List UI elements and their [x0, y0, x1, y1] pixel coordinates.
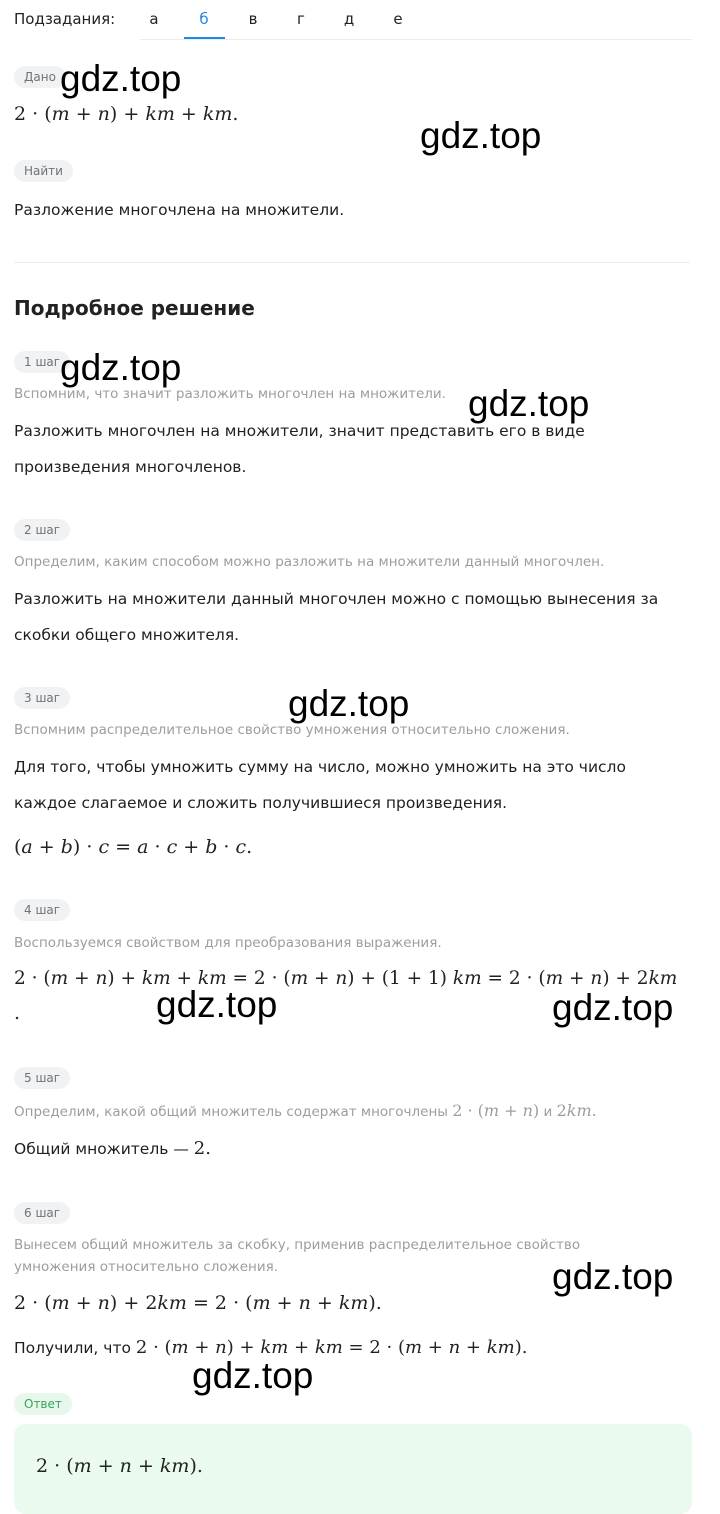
- step-2-text-line1: Разложить на множители данный многочлен можно с помощью вынесения за: [14, 590, 659, 608]
- step-4-formula: 2 · (m + n) + km + km = 2 · (m + n) + (1 + 1) km = 2 · (m + n) + 2km: [14, 968, 678, 989]
- step-6-result-math: 2 · (m + n) + km + km = 2 · (m + n + km).: [135, 1337, 528, 1358]
- subtasks-label: Подзадания:: [14, 10, 116, 28]
- step-5-hint-math2: 2km.: [556, 1101, 597, 1120]
- watermark: gdz.top: [288, 683, 410, 724]
- step-1-hint: Вспомним, что значит разложить многочлен на множители.: [14, 386, 446, 402]
- tab-g[interactable]: г: [297, 10, 305, 28]
- watermark: gdz.top: [192, 1355, 314, 1396]
- watermark: gdz.top: [60, 347, 182, 388]
- step-5-hint-and: и: [543, 1104, 553, 1120]
- step-5-text-math: 2.: [193, 1138, 211, 1159]
- answer-pill: Ответ: [14, 1393, 72, 1415]
- watermark: gdz.top: [60, 58, 182, 99]
- step-4-pill: 4 шаг: [14, 899, 70, 921]
- step-5-hint: [14, 1101, 597, 1120]
- step-6-hint-line1: Вынесем общий множитель за скобку, применив распределительное свойство: [14, 1237, 581, 1253]
- step-5-hint-text: Определим, какой общий множитель содержат многочлены: [14, 1104, 448, 1120]
- watermark: gdz.top: [552, 1256, 674, 1297]
- step-5-pill: 5 шаг: [14, 1067, 70, 1089]
- section-divider: [14, 262, 690, 263]
- given-pill: Дано: [14, 66, 66, 88]
- step-2-pill: 2 шаг: [14, 519, 70, 541]
- step-3-pill: 3 шаг: [14, 687, 70, 709]
- watermark: gdz.top: [156, 984, 278, 1025]
- watermark: gdz.top: [420, 115, 542, 156]
- step-6-pill: 6 шаг: [14, 1202, 70, 1224]
- step-1-text-line1: Разложить многочлен на множители, значит представить его в виде: [14, 422, 585, 440]
- tab-e[interactable]: е: [393, 10, 403, 28]
- step-1-text-line2: произведения многочленов.: [14, 458, 247, 476]
- tab-v[interactable]: в: [248, 10, 258, 28]
- active-tab-indicator: [184, 37, 225, 39]
- find-pill: Найти: [14, 160, 73, 182]
- tabs-divider: [140, 39, 692, 40]
- tab-d[interactable]: д: [343, 10, 355, 28]
- step-5-text: [14, 1131, 211, 1167]
- answer-expression: 2 · (m + n + km).: [36, 1455, 203, 1477]
- step-3-text-line1: Для того, чтобы умножить сумму на число, можно умножить на это число: [14, 758, 626, 776]
- tab-a[interactable]: а: [149, 10, 159, 28]
- step-5-text-prefix: Общий множитель —: [14, 1140, 189, 1158]
- step-6-result: [14, 1330, 527, 1366]
- given-expression: 2 · (m + n) + km + km.: [14, 103, 239, 125]
- step-6-formula: 2 · (m + n) + 2km = 2 · (m + n + km).: [14, 1292, 382, 1314]
- step-3-text-line2: каждое слагаемое и сложить получившиеся произведения.: [14, 794, 508, 812]
- step-3-formula: (a + b) · c = a · c + b · c.: [14, 836, 253, 858]
- step-6-hint-line2: умножения относительно сложения.: [14, 1259, 279, 1275]
- watermark: gdz.top: [468, 383, 590, 424]
- step-2-text-line2: скобки общего множителя.: [14, 626, 240, 644]
- solution-title: Подробное решение: [14, 296, 255, 320]
- step-4-formula-tail: .: [14, 1002, 21, 1024]
- find-text: Разложение многочлена на множители.: [14, 201, 345, 219]
- tab-b[interactable]: б: [199, 10, 209, 28]
- step-5-hint-math1: 2 · (m + n): [452, 1101, 540, 1120]
- watermark: gdz.top: [552, 987, 674, 1028]
- step-1-pill: 1 шаг: [14, 351, 70, 373]
- step-3-hint: Вспомним распределительное свойство умножения относительно сложения.: [14, 722, 570, 738]
- step-6-result-prefix: Получили, что: [14, 1339, 131, 1357]
- step-4-hint: Воспользуемся свойством для преобразования выражения.: [14, 935, 442, 951]
- step-2-hint: Определим, каким способом можно разложить на множители данный многочлен.: [14, 554, 605, 570]
